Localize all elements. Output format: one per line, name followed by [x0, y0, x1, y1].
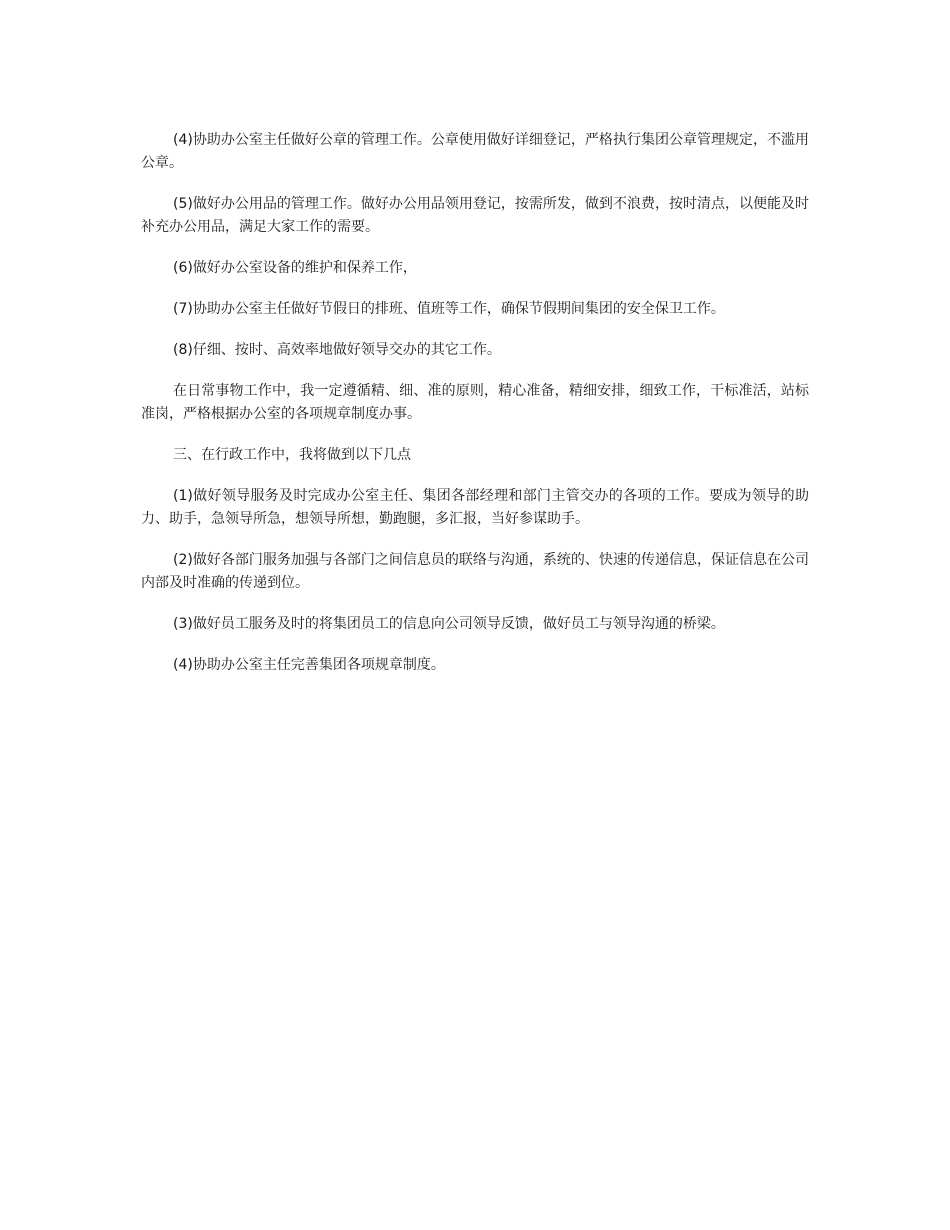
- paragraph-equipment-maintenance: (6)做好办公室设备的维护和保养工作，: [173, 260, 417, 276]
- paragraph-department-service: (2)做好各部门服务加强与各部门之间信息员的联络与沟通，系统的、快速的传递信息，保证信息在公司内部及时准确的传递到位。: [141, 552, 809, 591]
- paragraph-office-supplies: (5)做好办公用品的管理工作。做好办公用品领用登记，按需所发，做到不浪费，按时清点，以便能及时补充办公用品，满足大家工作的需要。: [141, 196, 809, 235]
- paragraph-daily-work: 在日常事物工作中，我一定遵循精、细、准的原则，精心准备，精细安排，细致工作，干标准活，站标准岗，严格根据办公室的各项规章制度办事。: [141, 383, 809, 422]
- paragraph-seal-management: (4)协助办公室主任做好公章的管理工作。公章使用做好详细登记，严格执行集团公章管理规定，不滥用公章。: [141, 132, 809, 171]
- paragraph-staff-service: (3)做好员工服务及时的将集团员工的信息向公司领导反馈，做好员工与领导沟通的桥梁。: [173, 616, 725, 632]
- paragraph-rules-improvement: (4)协助办公室主任完善集团各项规章制度。: [173, 657, 445, 673]
- section-heading-administrative: 三、在行政工作中，我将做到以下几点: [173, 447, 411, 463]
- paragraph-holiday-duty: (7)协助办公室主任做好节假日的排班、值班等工作，确保节假期间集团的安全保卫工作。: [173, 301, 725, 317]
- paragraph-assigned-tasks: (8)仔细、按时、高效率地做好领导交办的其它工作。: [173, 342, 501, 358]
- document-body: [141, 129, 809, 695]
- paragraph-leader-service: (1)做好领导服务及时完成办公室主任、集团各部经理和部门主管交办的各项的工作。要成为领导的助力、助手，急领导所急，想领导所想，勤跑腿，多汇报，当好参谋助手。: [141, 488, 809, 527]
